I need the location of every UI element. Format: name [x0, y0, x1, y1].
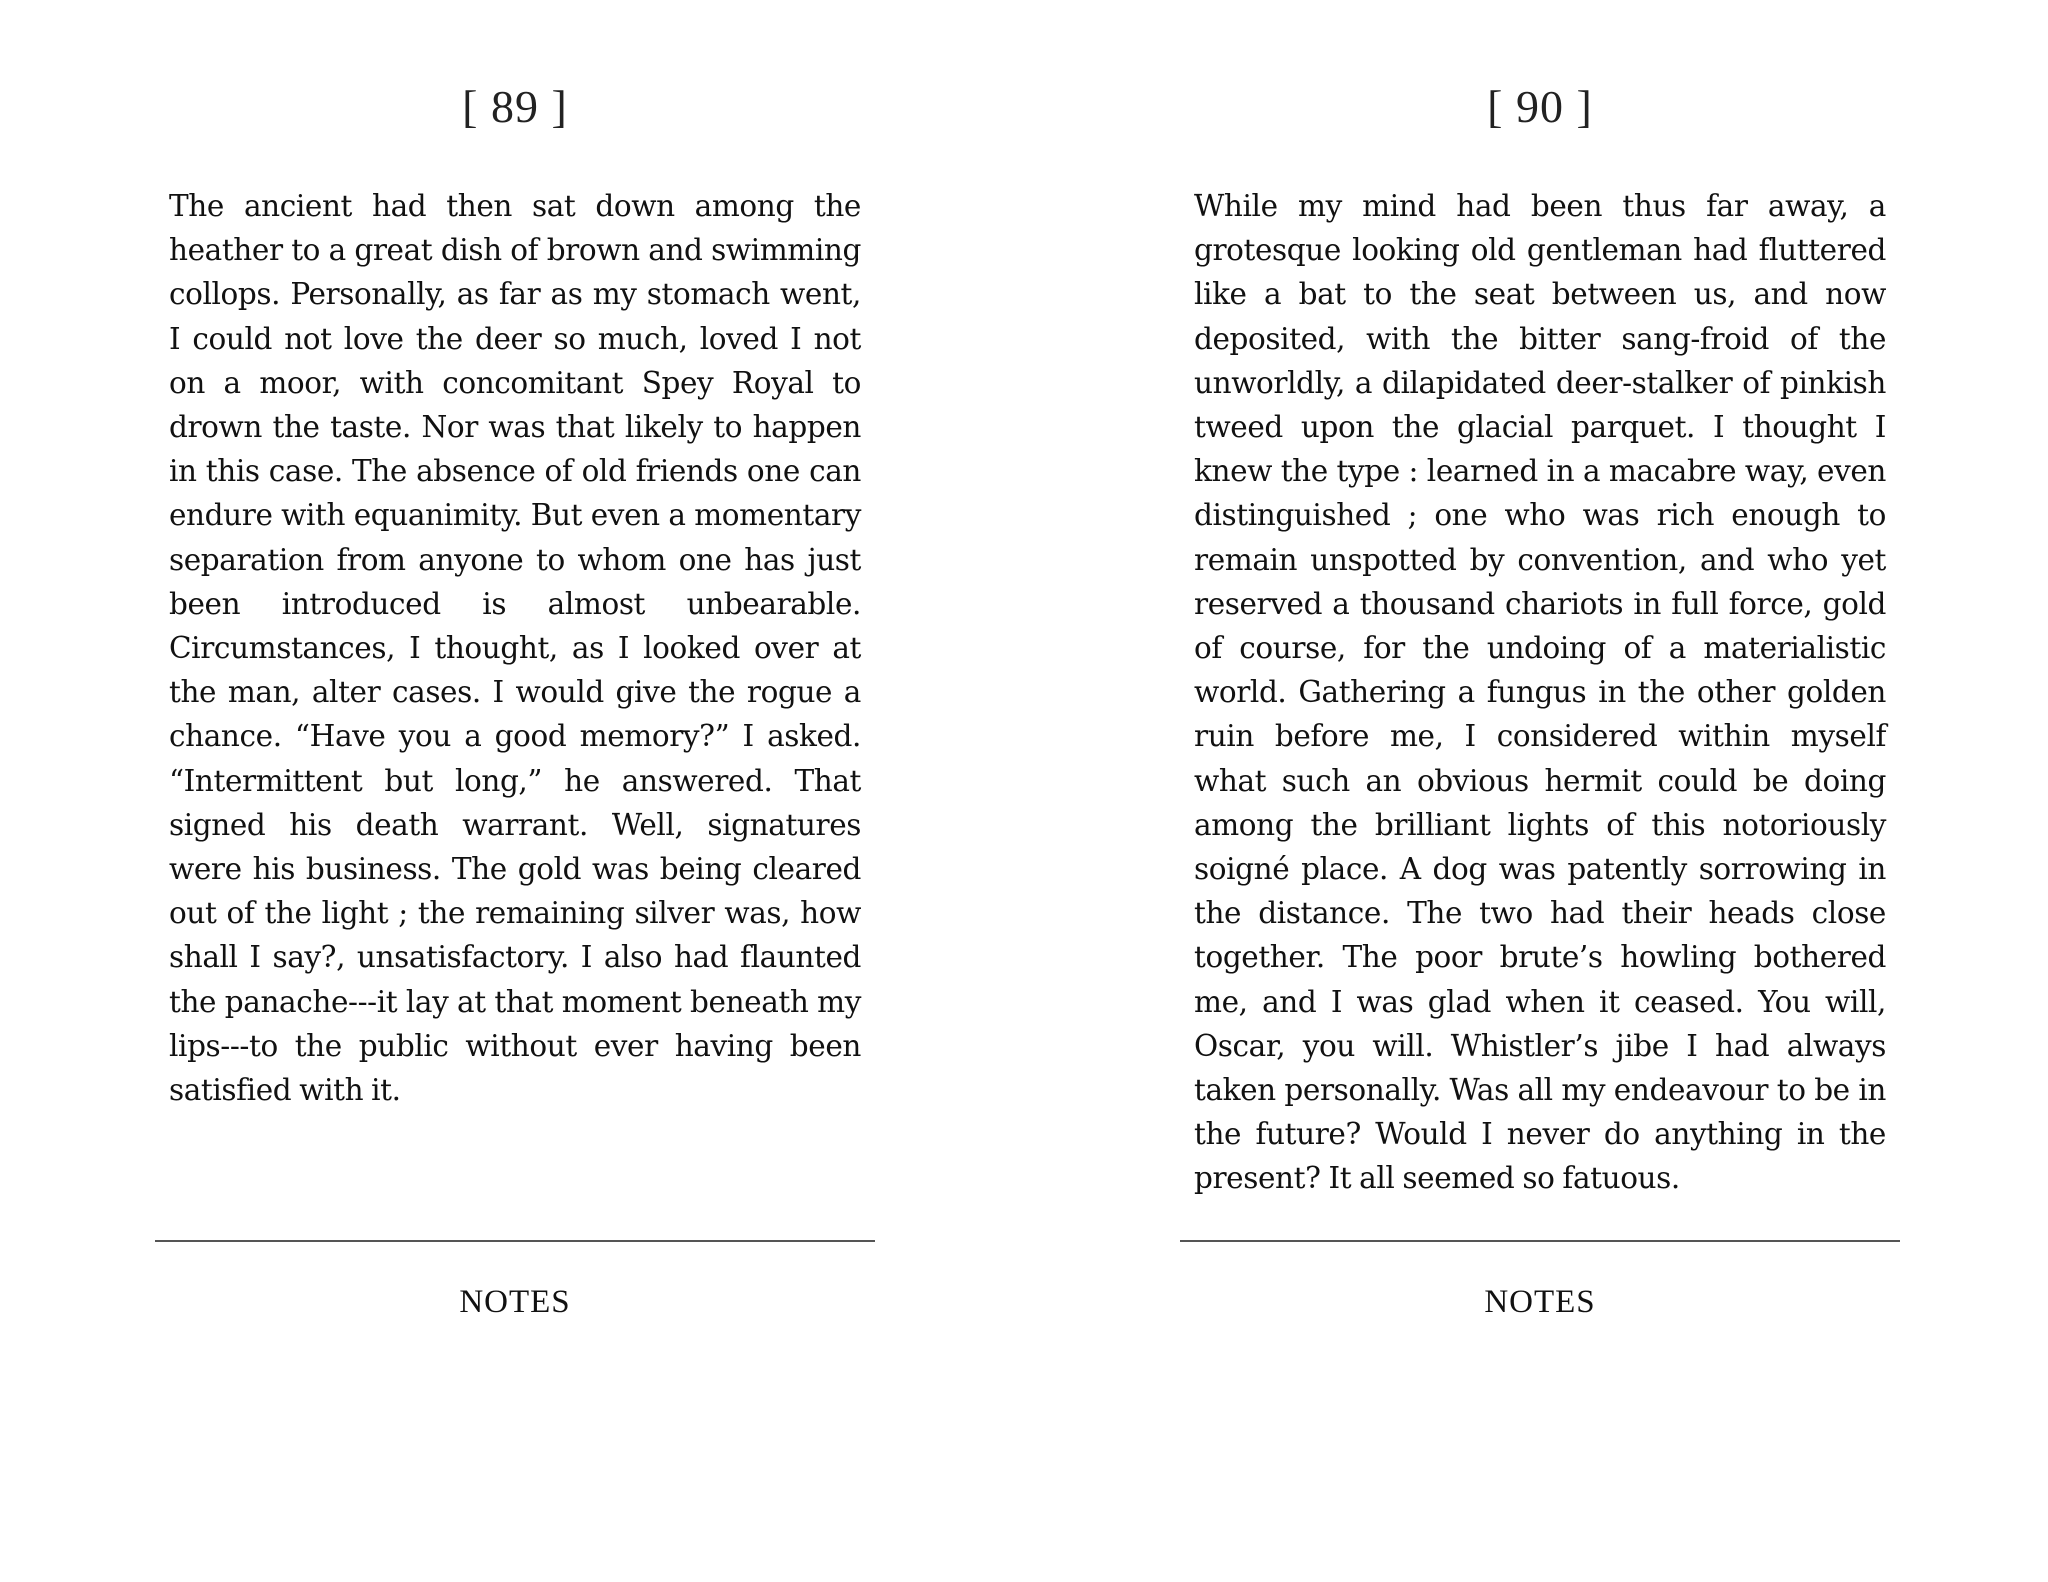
- left-page: [155, 0, 875, 1582]
- notes-divider: [1180, 1240, 1900, 1242]
- notes-divider: [155, 1240, 875, 1242]
- right-page: [1180, 0, 1900, 1582]
- page-number: [ 90 ]: [1487, 81, 1593, 132]
- body-text: While my mind had been thus far away, a grotesque looking old gentleman had fluttered like a bat to the seat between us, and now deposited, with the bitter sang-froid of the unworldly, a dilapidated deer-stalker of pinkish tweed upon the glacial parquet. I thought I knew the type : learned in a macabre way, even distinguished ; one who was rich enough to remain unspotted by convention, and who yet reserved a thousand chariots in full force, gold of course, for the undoing of a materialistic world. Gathering a fungus in the other golden ruin before me, I considered within myself what such an obvious hermit could be doing among the brilliant lights of this notoriously soigné place. A dog was patently sorrowing in the distance. The two had their heads close together. The poor brute’s howling bothered me, and I was glad when it ceased. You will, Oscar, you will. Whistler’s jibe I had always taken personally. Was all my endeavour to be in the future? Would I never do anything in the present? It all seemed so fatuous.: [1194, 189, 1886, 1196]
- body-text: The ancient had then sat down among the heather to a great dish of brown and swimming collops. Personally, as far as my stomach went, I could not love the deer so much, loved I not on a moor, with concomitant Spey Royal to drown the taste. Nor was that likely to happen in this case. The absence of old friends one can endure with equanimity. But even a momentary separation from anyone to whom one has just been introduced is almost unbearable. Circumstances, I thought, as I looked over at the man, alter cases. I would give the rogue a chance. “Have you a good memory?” I asked. “Intermittent but long,” he answered. That signed his death warrant. Well, signatures were his business. The gold was being cleared out of the light ; the remaining silver was, how shall I say?, unsatisfactory. I also had flaunted the panache---it lay at that moment beneath my lips---to the public without ever having been satisfied with it.: [169, 189, 861, 1108]
- notes-heading: NOTES: [459, 1284, 571, 1320]
- page-number: [ 89 ]: [462, 81, 568, 132]
- notes-heading: NOTES: [1484, 1284, 1596, 1320]
